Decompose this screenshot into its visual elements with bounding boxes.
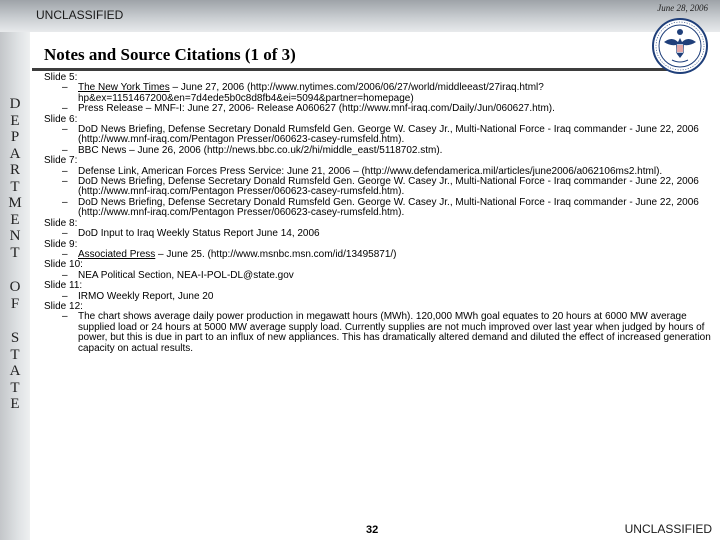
sidebar-gap bbox=[0, 261, 30, 279]
sidebar-letter: E bbox=[10, 396, 20, 412]
sidebar-letter: A bbox=[9, 145, 21, 162]
publication-name: The New York Times bbox=[78, 82, 170, 94]
citation-item: – IRMO Weekly Report, June 20 bbox=[44, 292, 714, 302]
source-citations bbox=[44, 73, 714, 354]
classification-bottom: UNCLASSIFIED bbox=[624, 522, 712, 536]
citation-item: – Press Release – MNF-I: June 27, 2006- Release A060627 (http://www.mnf-iraq.com/Daily/Jun/060627.htm). bbox=[44, 104, 714, 114]
state-department-seal-icon bbox=[652, 18, 708, 74]
sidebar-letter: R bbox=[9, 162, 20, 178]
sidebar-letter: A bbox=[9, 363, 21, 379]
sidebar-gap bbox=[0, 312, 30, 330]
sidebar-letter: M bbox=[8, 195, 22, 211]
sidebar-letter: S bbox=[10, 330, 20, 346]
sidebar-letter: N bbox=[9, 228, 21, 244]
citation-text: – June 27, 2006 (http://www.nytimes.com/2006/06/27/world/middleeast/27iraq.html?hp&ex=1151467200&en=7d4ede5b0c8d8fb4&ei=5094&partner=homepage) bbox=[78, 82, 544, 104]
sidebar-letter: T bbox=[10, 379, 20, 396]
slide-heading: Slide 5: bbox=[44, 72, 78, 83]
publication-name: Associated Press bbox=[78, 248, 156, 260]
slide-heading: Slide 10: bbox=[44, 259, 83, 271]
slide-heading: Slide 7: bbox=[44, 155, 78, 167]
slide-heading: Slide 6: bbox=[44, 113, 78, 125]
citation-item: – BBC News – June 26, 2006 (http://news.bbc.co.uk/2/hi/middle_east/5118702.stm). bbox=[44, 146, 714, 156]
sidebar-letter: P bbox=[10, 129, 20, 145]
slide-heading: Slide 9: bbox=[44, 238, 78, 250]
page-title: Notes and Source Citations (1 of 3) bbox=[44, 45, 296, 64]
slide-heading: Slide 12: bbox=[44, 300, 83, 312]
citation-item bbox=[44, 83, 714, 104]
sidebar-letter: E bbox=[10, 112, 20, 129]
citation-item: – DoD Input to Iraq Weekly Status Report June 14, 2006 bbox=[44, 229, 714, 239]
sidebar-letter: T bbox=[10, 244, 20, 261]
citation-text: – June 25. (http://www.msnbc.msn.com/id/13495871/) bbox=[155, 248, 397, 260]
slide-heading: Slide 8: bbox=[44, 217, 78, 229]
citation-item: – DoD News Briefing, Defense Secretary Donald Rumsfeld Gen. George W. Casey Jr., Multi-National Force - Iraq commander - June 22, 2006 (http://www.mnf-iraq.com/Pentagon Presser/060623-casey-rumsfeld.htm). bbox=[44, 125, 714, 146]
date-label: June 28, 2006 bbox=[657, 3, 708, 13]
citation-item: – The chart shows average daily power production in megawatt hours (MWh). 120,000 MWh goal equates to 20 hours at 6000 MW average supplied load or 24 hours at 5000 MW average supply load. Currently supplies are not much improved over last year when judged by hours of power, but this is due in part to an influx of new appliances. This has dramatically altered demand and diluted the effect of increased generation capacity on actual results. bbox=[44, 312, 714, 354]
sidebar-letter: E bbox=[10, 211, 20, 228]
sidebar-letter: D bbox=[9, 96, 21, 112]
title-divider bbox=[32, 68, 687, 71]
department-of-state-vertical-text bbox=[0, 96, 30, 413]
citation-item: – Defense Link, American Forces Press Service: June 21, 2006 – (http://www.defendamerica.mil/articles/june2006/a062106ms2.html). bbox=[44, 167, 714, 177]
classification-top: UNCLASSIFIED bbox=[36, 8, 124, 22]
citation-item bbox=[44, 250, 714, 260]
citation-item: – DoD News Briefing, Defense Secretary Donald Rumsfeld Gen. George W. Casey Jr., Multi-National Force - Iraq commander - June 22, 2006 (http://www.mnf-iraq.com/Pentagon Presser/060623-casey-rumsfeld.htm). bbox=[44, 198, 714, 219]
citation-item: – NEA Political Section, NEA-I-POL-DL@state.gov bbox=[44, 271, 714, 281]
slide-heading: Slide 11: bbox=[44, 280, 83, 292]
citation-item: – DoD News Briefing, Defense Secretary Donald Rumsfeld Gen. George W. Casey Jr., Multi-National Force - Iraq commander - June 22, 2006 (http://www.mnf-iraq.com/Pentagon Presser/060623-casey-rumsfeld.htm). bbox=[44, 177, 714, 198]
sidebar-letter: T bbox=[10, 346, 20, 363]
sidebar-letter: T bbox=[10, 178, 20, 195]
sidebar-letter: O bbox=[9, 279, 21, 295]
page-number: 32 bbox=[366, 524, 379, 536]
sidebar-letter: F bbox=[10, 295, 20, 312]
